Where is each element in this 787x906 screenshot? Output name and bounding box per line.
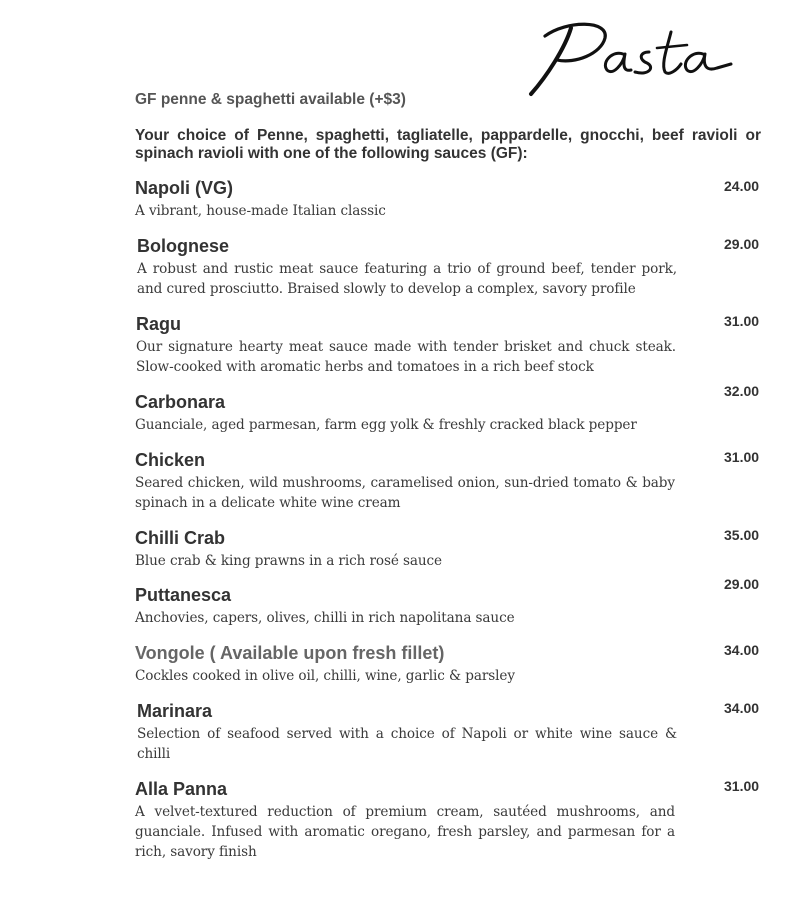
item-description: Guanciale, aged parmesan, farm egg yolk & freshly cracked black pepper bbox=[135, 417, 637, 433]
menu-item bbox=[135, 527, 675, 571]
menu-item bbox=[135, 584, 675, 628]
item-description: Seared chicken, wild mushrooms, caramelised onion, sun-dried tomato & baby spinach in a delicate white wine cream bbox=[135, 475, 675, 511]
item-name: Carbonara bbox=[135, 392, 226, 412]
item-description: Blue crab & king prawns in a rich rosé sauce bbox=[135, 553, 442, 569]
item-description: Anchovies, capers, olives, chilli in rich napolitana sauce bbox=[135, 610, 515, 626]
item-name: Puttanesca bbox=[135, 585, 232, 605]
item-name: Marinara bbox=[137, 701, 213, 721]
menu-item bbox=[136, 313, 676, 377]
item-description: Cockles cooked in olive oil, chilli, wine, garlic & parsley bbox=[135, 668, 515, 684]
item-price: 31.00 bbox=[724, 778, 760, 794]
item-name: Ragu bbox=[136, 314, 181, 334]
item-name: Chicken bbox=[135, 450, 206, 470]
item-price: 29.00 bbox=[724, 576, 760, 592]
pasta-choice-intro: Your choice of Penne, spaghetti, tagliatelle, pappardelle, gnocchi, beef ravioli or spinach ravioli with one of the following sauces (GF): bbox=[135, 127, 761, 162]
gf-availability-note: GF penne & spaghetti available (+$3) bbox=[135, 91, 406, 108]
item-name: Bolognese bbox=[137, 236, 230, 256]
menu-item bbox=[137, 235, 677, 299]
item-description: A vibrant, house-made Italian classic bbox=[135, 203, 386, 219]
menu-item bbox=[137, 700, 677, 764]
item-price: 34.00 bbox=[724, 700, 760, 716]
pasta-script-logo bbox=[527, 14, 739, 102]
item-price: 31.00 bbox=[724, 449, 760, 465]
menu-item bbox=[135, 391, 675, 435]
menu-item bbox=[135, 177, 675, 221]
item-price: 24.00 bbox=[724, 178, 760, 194]
item-price: 31.00 bbox=[724, 313, 760, 329]
menu-section-title bbox=[527, 14, 739, 102]
item-description: Selection of seafood served with a choice of Napoli or white wine sauce & chilli bbox=[137, 726, 677, 762]
menu-item bbox=[135, 642, 675, 686]
item-name: Chilli Crab bbox=[135, 528, 226, 548]
item-description: A velvet-textured reduction of premium cream, sautéed mushrooms, and guanciale. Infused with aromatic oregano, fresh parsley, and parmesan for a rich, savory finish bbox=[135, 804, 675, 860]
menu-item bbox=[135, 778, 675, 862]
item-description: A robust and rustic meat sauce featuring a trio of ground beef, tender pork, and cured prosciutto. Braised slowly to develop a complex, savory profile bbox=[137, 261, 677, 297]
item-price: 29.00 bbox=[724, 236, 760, 252]
item-price: 34.00 bbox=[724, 642, 760, 658]
item-description: Our signature hearty meat sauce made with tender brisket and chuck steak. Slow-cooked with aromatic herbs and tomatoes in a rich beef stock bbox=[136, 339, 676, 375]
item-price: 35.00 bbox=[724, 527, 760, 543]
item-name: Vongole ( Available upon fresh fillet) bbox=[135, 643, 445, 663]
menu-item bbox=[135, 449, 675, 513]
item-name: Napoli (VG) bbox=[135, 178, 233, 198]
item-name: Alla Panna bbox=[135, 779, 228, 799]
item-price: 32.00 bbox=[724, 383, 760, 399]
